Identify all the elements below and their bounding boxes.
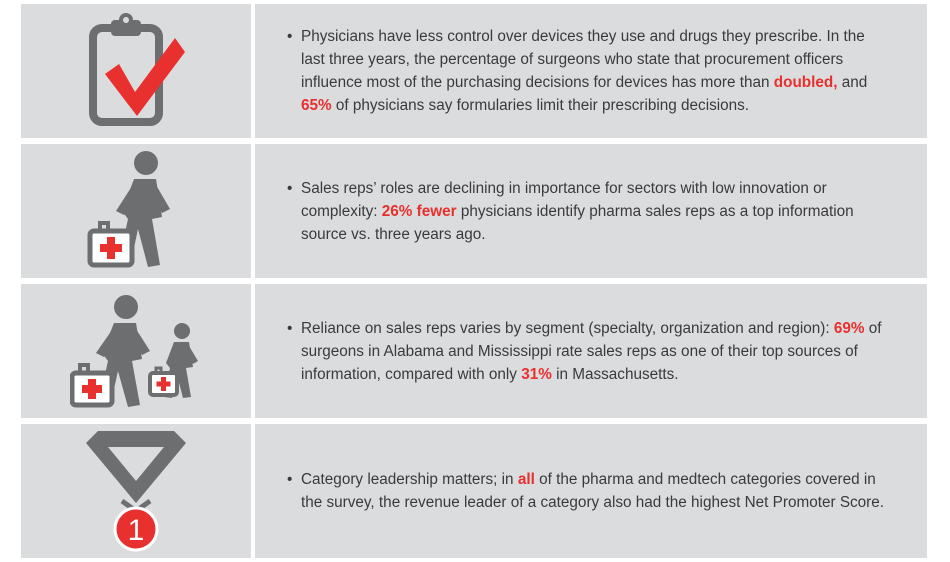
medal-first-place-icon — [82, 429, 190, 553]
text-segment: Reliance on sales reps varies by segment (specialty, organization and region): — [301, 319, 834, 337]
bullet-marker: • — [287, 179, 293, 197]
text-segment: of physicians say formularies limit their prescribing decisions. — [331, 97, 750, 114]
highlight-doubled: doubled, — [773, 74, 838, 91]
medal-number: 1 — [127, 514, 145, 547]
text-segment: of the pharma and medtech categories covered in the survey, the revenue leader of a category also had the highest Net Promoter Score. — [301, 471, 885, 511]
text-segment: in Massachusetts. — [551, 365, 679, 383]
text-panel — [255, 144, 927, 278]
bullet-point — [287, 25, 887, 117]
text-segment: and — [837, 74, 868, 91]
bullet-point — [287, 468, 887, 514]
bullet-marker: • — [287, 28, 293, 45]
text-segment: of surgeons in Alabama and Mississippi rate sales reps as one of their top sources of information, compared with only — [301, 319, 882, 383]
clipboard-check-icon — [81, 12, 191, 130]
text-segment: Physicians have less control over devices they use and drugs they prescribe. In the last three years, the percentage of surgeons who state that procurement officers influence most of the purchasing decisions for devices has more than — [301, 28, 865, 91]
text-panel — [255, 424, 927, 558]
bullet-point — [287, 317, 887, 386]
row-sales-reps-declining — [21, 144, 927, 278]
highlight-all: all — [517, 471, 535, 488]
icon-panel — [21, 284, 251, 418]
bullet-marker: • — [287, 471, 293, 488]
highlight-31-percent: 31% — [521, 365, 552, 383]
icon-panel — [21, 144, 251, 278]
icon-panel — [21, 4, 251, 138]
text-segment: Sales reps’ roles are declining in importance for sectors with low innovation or complexity: — [301, 179, 827, 220]
text-panel — [255, 284, 927, 418]
bullet-marker: • — [287, 319, 293, 337]
highlight-65-percent: 65% — [301, 97, 332, 114]
sales-rep-icon — [86, 149, 186, 273]
icon-panel — [21, 424, 251, 558]
row-reliance-by-segment — [21, 284, 927, 418]
row-category-leadership — [21, 424, 927, 558]
text-segment: physicians identify pharma sales reps as a top information source vs. three years ago. — [301, 202, 854, 243]
sales-reps-pair-icon — [70, 293, 202, 409]
bullet-point — [287, 177, 887, 246]
text-segment: Category leadership matters; in — [301, 471, 518, 488]
row-procurement — [21, 4, 927, 138]
text-panel — [255, 4, 927, 138]
highlight-69-percent: 69% — [833, 319, 865, 337]
highlight-26-percent-fewer: 26% fewer — [381, 202, 457, 220]
